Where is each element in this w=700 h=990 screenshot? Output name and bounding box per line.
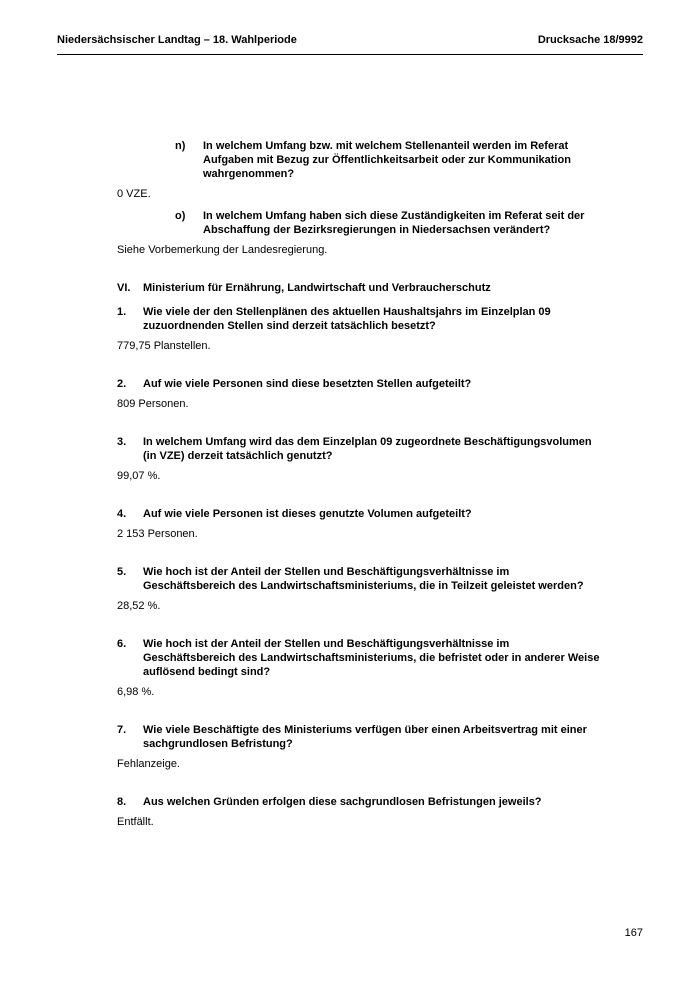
subquestion-o-text: In welchem Umfang haben sich diese Zuständigkeiten im Referat seit der Abschaffung der Bezirksregierungen in Niedersachsen verändert? — [203, 210, 585, 236]
question-8-number: 8. — [117, 796, 127, 808]
answer-subquestion-o: Siehe Vorbemerkung der Landesregierung. — [117, 244, 328, 256]
question-2-text: Auf wie viele Personen sind diese besetzten Stellen aufgeteilt? — [143, 378, 472, 390]
subquestion-n-label: n) — [175, 140, 186, 152]
question-7-number: 7. — [117, 724, 127, 736]
question-6-number: 6. — [117, 638, 127, 650]
question-8-text: Aus welchen Gründen erfolgen diese sachgrundlosen Befristungen jeweils? — [143, 796, 542, 808]
question-2 — [117, 377, 643, 391]
question-4 — [117, 507, 643, 521]
question-1-number: 1. — [117, 306, 127, 318]
answer-question-5: 28,52 %. — [117, 600, 161, 612]
question-1-text: Wie viele der den Stellenplänen des aktuellen Haushaltsjahrs im Einzelplan 09 zuzuordnenden Stellen sind derzeit tatsächlich besetzt? — [143, 306, 551, 332]
question-3-text: In welchem Umfang wird das dem Einzelplan 09 zugeordnete Beschäftigungsvolumen (in VZE) derzeit tatsächlich genutzt? — [143, 436, 592, 462]
header-document-title: Niedersächsischer Landtag – 18. Wahlperiode — [57, 34, 297, 46]
document-body — [57, 55, 643, 829]
question-2-number: 2. — [117, 378, 127, 390]
page-footer — [625, 926, 643, 940]
section-heading — [117, 281, 643, 295]
question-3-number: 3. — [117, 436, 127, 448]
question-4-number: 4. — [117, 508, 127, 520]
question-5-number: 5. — [117, 566, 127, 578]
question-5 — [117, 565, 643, 593]
subquestion-o-label: o) — [175, 210, 186, 222]
question-4-text: Auf wie viele Personen ist dieses genutzte Volumen aufgeteilt? — [143, 508, 472, 520]
question-6-text: Wie hoch ist der Anteil der Stellen und Beschäftigungsverhältnisse im Geschäftsbereich des Landwirtschaftsministeriums, die befristet oder in anderer Weise auflösend bedingt sind? — [143, 638, 600, 678]
answer-question-2: 809 Personen. — [117, 398, 189, 410]
answer-question-8: Entfällt. — [117, 816, 154, 828]
page-header — [57, 33, 643, 55]
question-5-text: Wie hoch ist der Anteil der Stellen und Beschäftigungsverhältnisse im Geschäftsbereich des Landwirtschaftsministeriums, die in Teilzeit geleistet werden? — [143, 566, 584, 592]
question-6 — [117, 637, 643, 679]
answer-question-6: 6,98 %. — [117, 686, 155, 698]
answer-subquestion-n: 0 VZE. — [117, 188, 151, 200]
question-7 — [117, 723, 643, 751]
answer-question-7: Fehlanzeige. — [117, 758, 180, 770]
section-title: Ministerium für Ernährung, Landwirtschaft und Verbraucherschutz — [143, 282, 491, 294]
answer-question-1: 779,75 Planstellen. — [117, 340, 211, 352]
page-number: 167 — [624, 927, 643, 939]
question-3 — [117, 435, 643, 463]
subquestion-n-text: In welchem Umfang bzw. mit welchem Stellenanteil werden im Referat Aufgaben mit Bezug zur Öffentlichkeitsarbeit oder zur Kommunikation wahrgenommen? — [203, 140, 571, 180]
answer-question-4: 2 153 Personen. — [117, 528, 198, 540]
question-1 — [117, 305, 643, 333]
header-drucksache-number: Drucksache 18/9992 — [537, 34, 643, 46]
question-7-text: Wie viele Beschäftigte des Ministeriums verfügen über einen Arbeitsvertrag mit einer sachgrundlosen Befristung? — [143, 724, 587, 750]
subquestion-n — [175, 139, 643, 181]
answer-question-3: 99,07 %. — [117, 470, 161, 482]
subquestion-o — [175, 209, 643, 237]
question-8 — [117, 795, 643, 809]
section-number: VI. — [117, 282, 131, 294]
